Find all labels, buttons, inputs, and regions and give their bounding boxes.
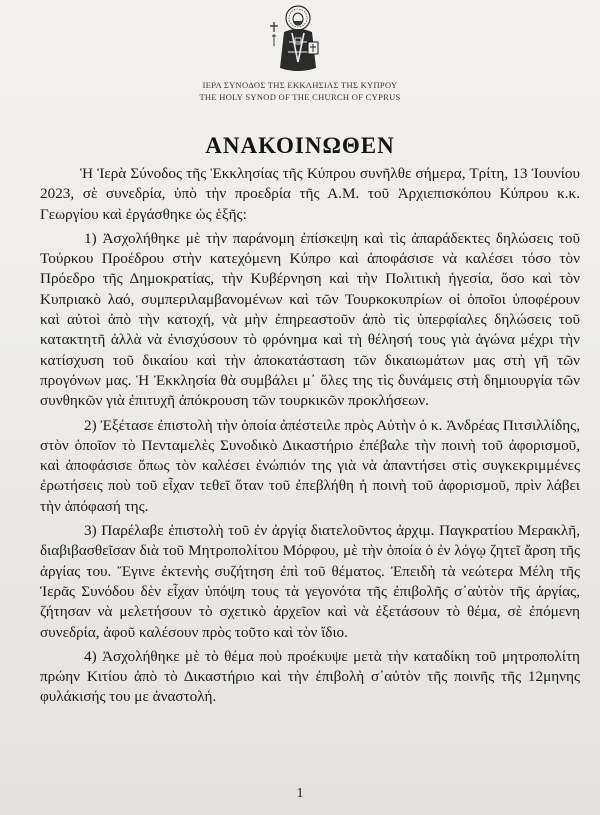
announcement-title: ΑΝΑΚΟΙΝΩΘΕΝ [205,133,395,158]
item-paragraph-1: 1) Ἀσχολήθηκε μὲ τὴν παράνομη ἐπίσκεψη καὶ τὶς ἀπαράδεκτες δηλώσεις τοῦ Τούρκου Προέδρου στὴν κατεχόμενη Κύπρο καὶ ἀποφάσισε νὰ καλέσει τόσο τὸν Πρόεδρο τῆς Δημοκρατίας, τὴν Κυβέρνηση καὶ τὴν Πολιτικὴ ἡγεσία, ὅσο καὶ τὸν Κυπριακὸ λαό, συμπεριλαμβανομένων καὶ τῶν Τουρκοκυπρίων οἱ ὁποῖοι ὑποφέρουν καὶ αὐτοὶ ἀπὸ τὴν κατοχή, νὰ μὴν ἐπηρεαστοῦν ἀπὸ τὶς ὑπερφίαλες δηλώσεις τοῦ κατακτητῆ ἀλλὰ νὰ ἐνισχύσουν τὸ φρόνημα καὶ τὴ θέλησή τους γιὰ ἀγώνα μέχρι τὴν κατίσχυση τοῦ δικαίου καὶ τὴν ἀποκατάσταση τῶν δικαιωμάτων μας στὴ γῆ τῶν προγόνων μας. Ἡ Ἐκκλησία θὰ συμβάλει μ᾽ ὅλες της τὶς δυνάμεις στὴ δημιουργία τῶν συνθηκῶν γιὰ ἐπιτυχῆ ἀπόκρουση τῶν τουρκικῶν προκλήσεων. [40,229,580,410]
synod-name-greek: ΙΕΡΑ ΣΥΝΟΔΟΣ ΤΗΣ ΕΚΚΛΗΣΙΑΣ ΤΗΣ ΚΥΠΡΟΥ [202,80,398,90]
page-number: 1 [296,786,304,801]
item-paragraph-2: 2) Ἐξέτασε ἐπιστολὴ τὴν ὁποία ἀπέστειλε πρὸς Αὐτὴν ὁ κ. Ἀνδρέας Πιτσιλλίδης, στὸν ὁποῖον τὸ Πενταμελὲς Συνοδικὸ Δικαστήριο ἐπέβαλε τὴν ποινὴ τοῦ ἀφορισμοῦ, καὶ ἀποφάσισε ὅπως τὸν καλέσει ἐνώπιόν της γιὰ νὰ ἀπαντήσει στὶς συγκεκριμμένες ἐρωτήσεις ποὺ τοῦ εἶχαν τεθεῖ ὅταν τοῦ ἐπεβλήθη ἡ ποινὴ τοῦ ἀφορισμοῦ, πρὶν λάβει τὴν ἀπόφασή της. [40,416,580,515]
item-paragraph-3: 3) Παρέλαβε ἐπιστολὴ τοῦ ἐν ἀργίᾳ διατελοῦντος ἀρχιμ. Παγκρατίου Μερακλῆ, διαβιβασθεῖσαν διὰ τοῦ Μητροπολίτου Μόρφου, μὲ τὴν ὁποία ὁ ἐν λόγῳ ζητεῖ ἄρση τῆς ἀργίας του. Ἔγινε ἐκτενὴς συζήτηση ἐπὶ τοῦ θέματος. Ἐπειδὴ τὰ νεώτερα Μέλη τῆς Ἱερᾶς Συνόδου δὲν εἶχαν ὑπόψη τους τὰ γεγονότα τῆς ἐπιβολῆς σ᾽αὐτὸν τῆς ἀργίας, ζήτησαν νὰ μελετήσουν τὸ σχετικὸ ἀρχεῖον καὶ νὰ ἐξετάσουν τὸ θέμα, σὲ ἐπόμενη συνεδρία, ἀφοῦ καλέσουν πρὸς τοῦτο καὶ τὸν ἴδιο. [40,522,580,641]
intro-paragraph: Ἡ Ἱερὰ Σύνοδος τῆς Ἐκκλησίας τῆς Κύπρου συνῆλθε σήμερα, Τρίτη, 13 Ἰουνίου 2023, σὲ συνεδρία, ὑπὸ τὴν προεδρία τῆς Α.Μ. τοῦ Ἀρχιεπισκόπου Κύπρου κ.κ. Γεωργίου καὶ ἐργάσθηκε ὡς ἑξῆς: [40,165,580,223]
item-paragraph-4: 4) Ἀσχολήθηκε μὲ τὸ θέμα ποὺ προέκυψε μετὰ τὴν καταδίκη τοῦ μητροπολίτη πρώην Κιτίου ἀπὸ τὸ Δικαστήριο καὶ τὴν ἐπιβολὴ σ᾽αὐτὸν τῆς ποινῆς τῆς 12μηνης φυλάκισής του με ἀναστολή. [40,647,580,706]
announcement-body [40,164,580,712]
saint-emblem-icon [262,2,332,78]
synod-name-english: THE HOLY SYNOD OF THE CHURCH OF CYPRUS [199,92,401,102]
